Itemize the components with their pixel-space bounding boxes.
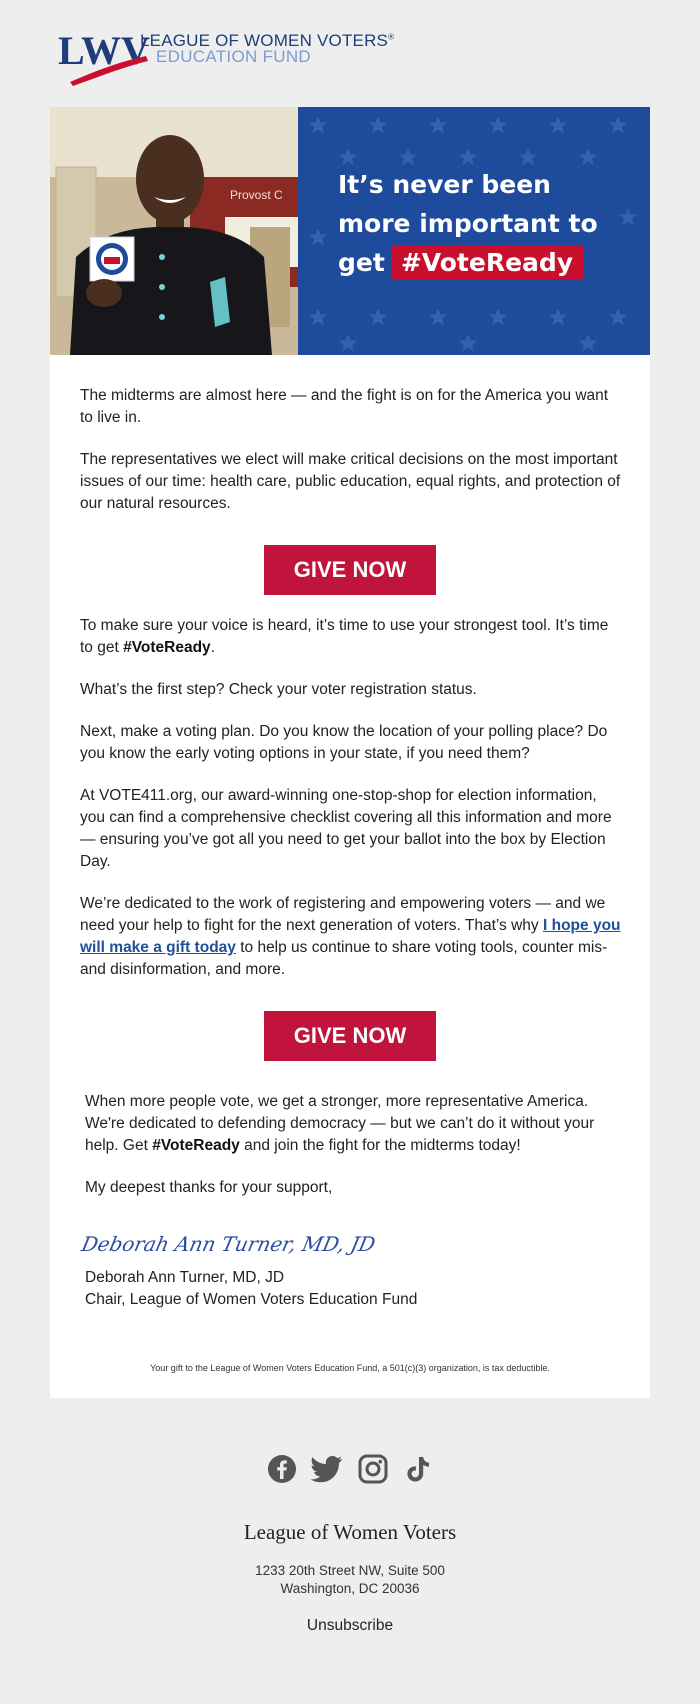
hero-banner[interactable] xyxy=(50,107,650,355)
hero-headline xyxy=(338,165,638,282)
hero-photo xyxy=(50,107,298,355)
paragraph-representatives: The representatives we elect will make critical decisions on the most important issues of our time: health care, public education, equal rights, and protection of our natural resources. xyxy=(80,451,621,512)
signature-image xyxy=(79,1225,378,1265)
footer-address-line1: 1233 20th Street NW, Suite 500 xyxy=(255,1563,445,1578)
tax-disclaimer: Your gift to the League of Women Voters Education Fund, a 501(c)(3) organization, is tax deductible. xyxy=(150,1363,550,1373)
paragraph-voting-plan: Next, make a voting plan. Do you know the location of your polling place? Do you know the early voting options in your state, if you need them? xyxy=(80,723,608,762)
paragraph-first-step: What’s the first step? Check your voter registration status. xyxy=(80,681,477,698)
give-now-button-1[interactable]: GIVE NOW xyxy=(264,545,436,595)
paragraph-thanks: My deepest thanks for your support, xyxy=(85,1179,333,1196)
hero-text-panel xyxy=(298,107,650,355)
give-now-button-2[interactable]: GIVE NOW xyxy=(264,1011,436,1061)
tiktok-icon[interactable] xyxy=(402,1452,436,1486)
instagram-icon[interactable] xyxy=(356,1452,390,1486)
headline-line2: more important to xyxy=(338,209,598,238)
logo-initials: LWV xyxy=(58,28,150,73)
paragraph-vote411: At VOTE411.org, our award-winning one-stop-shop for election information, you can find a comprehensive checklist covering all this information and more — ensuring you’ve got all you need to get your ballot into the box by Election Day. xyxy=(80,787,612,870)
paragraph-voice: To make sure your voice is heard, it’s time to use your strongest tool. It’s time to get #VoteReady. xyxy=(80,617,609,656)
lwv-logo[interactable] xyxy=(58,28,395,92)
logo-line1: LEAGUE OF WOMEN VOTERS® xyxy=(140,31,395,50)
signer-title: Chair, League of Women Voters Education Fund xyxy=(85,1291,418,1308)
footer-org-name: League of Women Voters xyxy=(243,1520,457,1544)
logo-line2: EDUCATION FUND xyxy=(156,47,311,66)
paragraph-dedicated: We’re dedicated to the work of registering and empowering voters — and we need your help to fight for the next generation of voters. That’s why I hope you will make a gift today to help us continue to share voting tools, counter mis- and disinformation, and more. xyxy=(80,895,621,978)
lwv-logo-mark xyxy=(58,28,148,88)
facebook-icon[interactable] xyxy=(265,1452,299,1486)
make-gift-link[interactable]: I hope you will make a gift today xyxy=(80,917,621,956)
email-card xyxy=(50,107,650,1398)
twitter-icon[interactable] xyxy=(311,1452,345,1486)
signer-name: Deborah Ann Turner, MD, JD xyxy=(85,1269,285,1286)
paragraph-intro: The midterms are almost here — and the fight is on for the America you want to live in. xyxy=(80,387,609,426)
headline-line3: get #VoteReady xyxy=(338,243,638,282)
unsubscribe-link[interactable]: Unsubscribe xyxy=(306,1617,394,1634)
paragraph-more-people: When more people vote, we get a stronger, more representative America. We're dedicated to defending democracy — but we can’t do it without your help. Get #VoteReady and join the fight for the midterms today! xyxy=(85,1093,595,1154)
headline-tag: #VoteReady xyxy=(391,246,583,279)
signature-script: Deborah Ann Turner, MD, JD xyxy=(79,1232,378,1256)
footer-address-line2: Washington, DC 20036 xyxy=(280,1581,420,1596)
headline-line1: It’s never been xyxy=(338,170,551,199)
social-links xyxy=(265,1452,435,1486)
photo-sign-text: Provost C xyxy=(230,188,283,202)
